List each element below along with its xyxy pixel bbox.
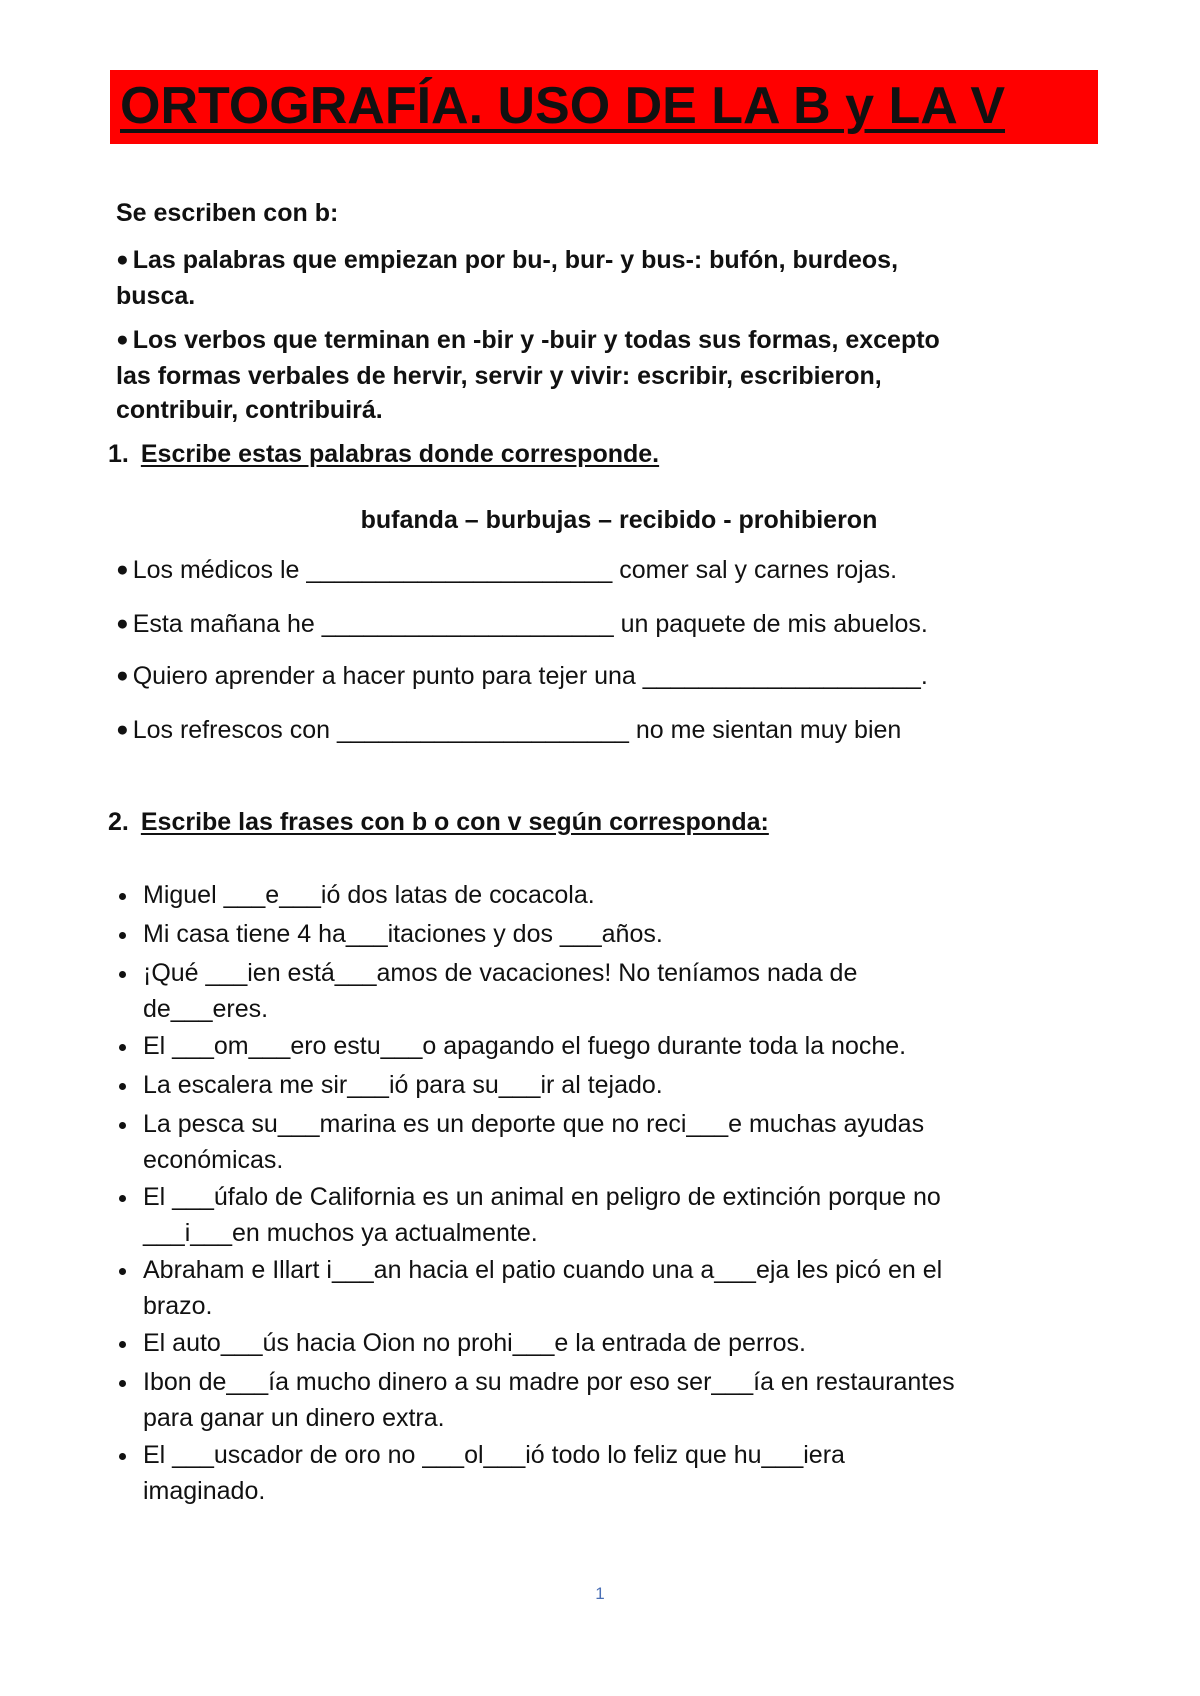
list-item-text: El auto___ús hacia Oion no prohi___e la entrada de perros. bbox=[143, 1329, 806, 1357]
exercise-2-list bbox=[143, 877, 1103, 1510]
list-item-text: Ibon de___ía mucho dinero a su madre por eso ser___ía en restaurantes bbox=[143, 1368, 955, 1396]
list-item bbox=[143, 1252, 1103, 1323]
fill-sentence: ● Los refrescos con _____________________ no me sientan muy bien bbox=[116, 716, 902, 744]
list-item bbox=[143, 1028, 1103, 1065]
list-item-text: El ___uscador de oro no ___ol___ió todo lo feliz que hu___iera bbox=[143, 1441, 845, 1469]
bullet-icon: ● bbox=[116, 558, 129, 581]
list-item bbox=[143, 1067, 1103, 1104]
bullet-icon: ● bbox=[116, 664, 129, 687]
list-item-text: imaginado. bbox=[143, 1477, 266, 1505]
list-item bbox=[143, 1364, 1103, 1435]
list-item-text: La pesca su___marina es un deporte que no reci___e muchas ayudas bbox=[143, 1110, 925, 1138]
list-item-text: Abraham e Illart i___an hacia el patio cuando una a___eja les picó en el bbox=[143, 1256, 943, 1284]
list-item bbox=[143, 1106, 1103, 1177]
list-item bbox=[143, 877, 1103, 914]
list-item bbox=[143, 955, 1103, 1026]
list-item-text: ¡Qué ___ien está___amos de vacaciones! No teníamos nada de bbox=[143, 959, 858, 987]
fill-sentence: ● Esta mañana he _____________________ un paquete de mis abuelos. bbox=[116, 610, 928, 638]
bullet-icon: ● bbox=[116, 328, 129, 351]
bullet-icon: ● bbox=[116, 612, 129, 635]
rule-2: ● Los verbos que terminan en -bir y -buir y todas sus formas, excepto las formas verbales de hervir, servir y vivir: escribir, escribieron, contribuir, contribuirá. bbox=[116, 326, 940, 424]
list-item-text: ___i___en muchos ya actualmente. bbox=[143, 1219, 538, 1247]
list-item bbox=[143, 1437, 1103, 1508]
bullet-icon: ● bbox=[116, 248, 129, 271]
list-item-text: Mi casa tiene 4 ha___itaciones y dos ___años. bbox=[143, 920, 663, 948]
list-item-text: económicas. bbox=[143, 1146, 284, 1174]
list-item-text: Miguel ___e___ió dos latas de cocacola. bbox=[143, 881, 595, 909]
intro-text: Se escriben con b: bbox=[116, 199, 339, 227]
bullet-icon: ● bbox=[116, 718, 129, 741]
exercise-1-heading: 1. Escribe estas palabras donde corresponde. bbox=[108, 440, 660, 468]
list-item-text: El ___úfalo de California es un animal en peligro de extinción porque no bbox=[143, 1183, 941, 1211]
fill-sentence: ● Quiero aprender a hacer punto para tejer una ____________________. bbox=[116, 662, 928, 690]
list-item-text: de___eres. bbox=[143, 995, 269, 1023]
list-item bbox=[143, 916, 1103, 953]
list-item-text: para ganar un dinero extra. bbox=[143, 1404, 445, 1432]
list-item-text: La escalera me sir___ió para su___ir al tejado. bbox=[143, 1071, 663, 1099]
list-item bbox=[143, 1179, 1103, 1250]
word-bank: bufanda – burbujas – recibido - prohibieron bbox=[360, 506, 878, 534]
list-item-text: El ___om___ero estu___o apagando el fuego durante toda la noche. bbox=[143, 1032, 907, 1060]
page-title: ORTOGRAFÍA. USO DE LA B y LA V bbox=[120, 77, 1006, 135]
rule-1: ● Las palabras que empiezan por bu-, bur- y bus-: bufón, burdeos, busca. bbox=[116, 246, 899, 310]
list-item-text: brazo. bbox=[143, 1292, 213, 1320]
fill-sentence: ● Los médicos le ______________________ comer sal y carnes rojas. bbox=[116, 556, 898, 584]
exercise-2-heading: 2. Escribe las frases con b o con v según corresponda: bbox=[108, 808, 769, 836]
list-item bbox=[143, 1325, 1103, 1362]
page-number: 1 bbox=[595, 1584, 605, 1603]
